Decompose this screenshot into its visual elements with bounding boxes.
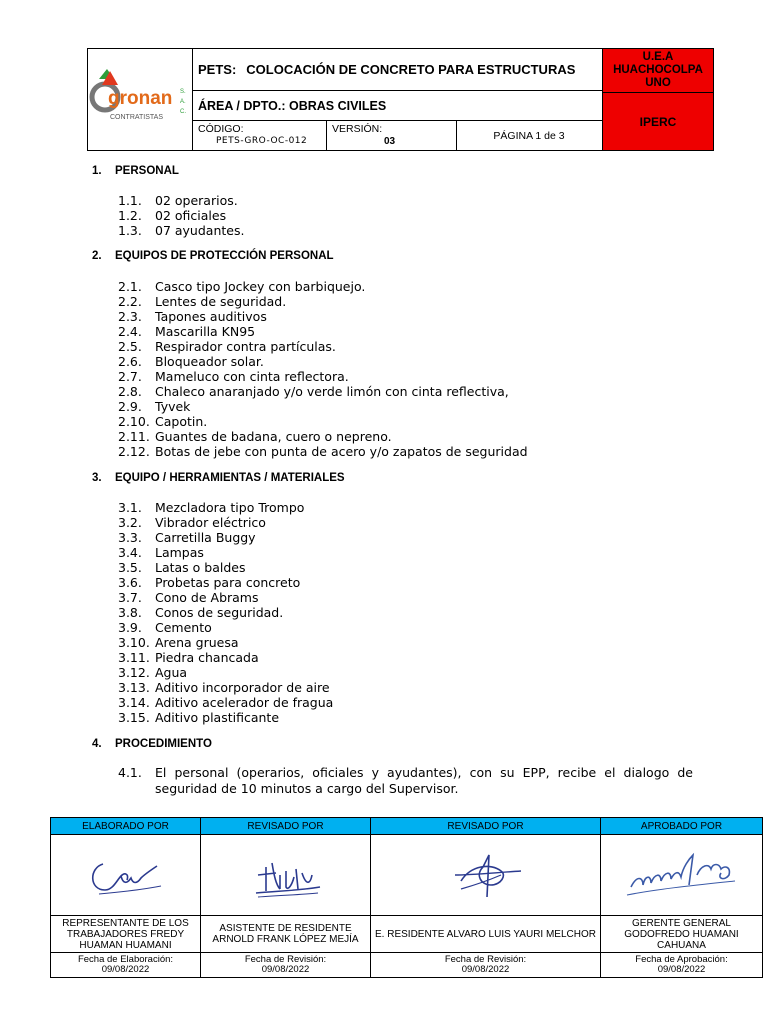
signature-cell-1 (51, 835, 201, 916)
signature-icon (236, 845, 336, 905)
section-heading (92, 250, 334, 262)
list-item (118, 208, 226, 223)
list-item (118, 399, 190, 414)
item-text: Conos de seguridad. (155, 605, 284, 620)
list-item (118, 530, 256, 545)
date-value: 09/08/2022 (657, 964, 706, 975)
section-heading (92, 472, 345, 484)
item-number: 3.6. (118, 575, 142, 590)
item-number: 2.9. (118, 399, 142, 414)
item-number: 3.8. (118, 605, 142, 620)
date-cell-4 (601, 953, 763, 978)
list-item (118, 414, 207, 429)
list-item (118, 279, 365, 294)
item-number: 2.7. (118, 369, 142, 384)
list-item (118, 560, 246, 575)
item-number: 3.11. (118, 650, 150, 665)
signature-cell-2 (201, 835, 371, 916)
item-number: 2.6. (118, 354, 142, 369)
area-row: ÁREA / DPTO.: OBRAS CIVILES (192, 91, 602, 121)
date-cell-3 (371, 953, 601, 978)
list-item (118, 650, 259, 665)
item-number: 3.14. (118, 695, 150, 710)
section-number: 3. (92, 472, 102, 484)
item-text: Carretilla Buggy (155, 530, 256, 545)
item-text: Bloqueador solar. (155, 354, 264, 369)
item-text: Lampas (155, 545, 204, 560)
codigo-cell (192, 121, 327, 150)
date-value: 09/08/2022 (461, 964, 510, 975)
item-text: Capotin. (155, 414, 208, 429)
list-item (118, 515, 266, 530)
section-number: 1. (92, 165, 102, 177)
approval-header-row (51, 818, 763, 835)
list-item (118, 444, 528, 459)
section-title: EQUIPOS DE PROTECCIÓN PERSONAL (115, 250, 334, 262)
item-text: Mameluco con cinta reflectora. (155, 369, 349, 384)
list-item (118, 324, 255, 339)
item-text: Latas o baldes (155, 560, 246, 575)
item-text: Lentes de seguridad. (155, 294, 287, 309)
list-item (118, 680, 330, 695)
item-text: Cemento (155, 620, 212, 635)
list-item (118, 695, 333, 710)
list-item (118, 575, 300, 590)
date-label: Fecha de Elaboración: (77, 954, 174, 965)
item-text: Mascarilla KN95 (155, 324, 256, 339)
list-item (118, 354, 264, 369)
names-row (51, 916, 763, 953)
list-item (118, 590, 259, 605)
list-item (118, 309, 267, 324)
page-number: PÁGINA 1 de 3 (493, 129, 565, 142)
iperc-cell: IPERC (602, 93, 713, 150)
name-aprobado: GERENTE GENERAL GODOFREDO HUAMANI CAHUANA (601, 916, 763, 953)
item-text: Respirador contra partículas. (155, 339, 336, 354)
logo-letter-s: S. (180, 89, 186, 95)
item-number: 3.9. (118, 620, 142, 635)
item-text: El personal (operarios, oficiales y ayudantes), con su EPP, recibe el dialogo de seguridad de 10 minutos a cargo del Supervisor. (155, 765, 693, 796)
name-revisado-2: E. RESIDENTE ALVARO LUIS YAURI MELCHOR (371, 916, 601, 953)
item-text: Tyvek (155, 399, 191, 414)
name-revisado-1: ASISTENTE DE RESIDENTE ARNOLD FRANK LÓPEZ MEJÍA (201, 916, 371, 953)
title-row (192, 49, 602, 91)
item-text: Aditivo acelerador de fragua (155, 695, 334, 710)
document-title: COLOCACIÓN DE CONCRETO PARA ESTRUCTURAS (246, 62, 576, 77)
section-title: PERSONAL (115, 165, 179, 177)
item-text: Aditivo incorporador de aire (155, 680, 330, 695)
item-number: 3.12. (118, 665, 150, 680)
list-item (118, 429, 392, 444)
list-item (118, 339, 336, 354)
role-revisado-1: REVISADO POR (201, 818, 371, 835)
logo-letter-c: C. (180, 109, 186, 115)
item-text: Tapones auditivos (155, 309, 267, 324)
item-number: 1.1. (118, 193, 142, 208)
section-heading (92, 738, 212, 750)
item-number: 3.1. (118, 500, 142, 515)
role-revisado-2: REVISADO POR (371, 818, 601, 835)
signature-row (51, 835, 763, 916)
list-item (118, 223, 244, 238)
item-text: Agua (155, 665, 188, 680)
list-item (118, 635, 239, 650)
signature-icon (617, 845, 747, 905)
item-number: 2.4. (118, 324, 142, 339)
signature-cell-3 (371, 835, 601, 916)
item-number: 3.13. (118, 680, 150, 695)
item-number: 4.1. (118, 765, 142, 780)
section-title: EQUIPO / HERRAMIENTAS / MATERIALES (115, 472, 345, 484)
role-aprobado: APROBADO POR (601, 818, 763, 835)
item-number: 2.12. (118, 444, 150, 459)
list-item (118, 545, 204, 560)
item-number: 2.1. (118, 279, 142, 294)
item-number: 3.5. (118, 560, 142, 575)
version-value: 03 (384, 136, 396, 147)
date-label: Fecha de Revisión: (244, 954, 327, 965)
signature-icon (81, 850, 171, 900)
pets-label: PETS: (198, 62, 237, 77)
list-item (118, 605, 283, 620)
version-cell (326, 121, 457, 150)
item-text: Arena gruesa (155, 635, 239, 650)
item-text: Botas de jebe con punta de acero y/o zapatos de seguridad (155, 444, 528, 459)
list-item (118, 193, 238, 208)
dates-row (51, 953, 763, 978)
item-number: 3.10. (118, 635, 150, 650)
item-text: Casco tipo Jockey con barbiquejo. (155, 279, 366, 294)
item-number: 1.3. (118, 223, 142, 238)
item-number: 1.2. (118, 208, 142, 223)
logo-letter-a: A. (180, 99, 186, 105)
codigo-label: CÓDIGO: (198, 123, 244, 135)
item-number: 2.11. (118, 429, 150, 444)
date-cell-2 (201, 953, 371, 978)
item-number: 2.8. (118, 384, 142, 399)
logo-brand-text: gronan (108, 88, 173, 109)
approval-table (50, 817, 763, 978)
item-number: 3.2. (118, 515, 142, 530)
date-label: Fecha de Aprobación: (635, 954, 728, 965)
item-text: 07 ayudantes. (155, 223, 245, 238)
item-number: 2.3. (118, 309, 142, 324)
role-elaborado: ELABORADO POR (51, 818, 201, 835)
section-title: PROCEDIMIENTO (115, 738, 212, 750)
item-number: 2.2. (118, 294, 142, 309)
document-header (87, 48, 714, 151)
item-text: Probetas para concreto (155, 575, 301, 590)
code-row (192, 121, 602, 150)
item-text: Aditivo plastificante (155, 710, 280, 725)
list-item (118, 620, 212, 635)
item-text: Cono de Abrams (155, 590, 259, 605)
item-number: 3.15. (118, 710, 150, 725)
list-item (118, 384, 509, 399)
version-label: VERSIÓN: (332, 123, 383, 135)
list-item (118, 665, 187, 680)
list-item (118, 710, 279, 725)
list-item (118, 500, 304, 515)
item-text: Vibrador eléctrico (155, 515, 266, 530)
item-number: 3.7. (118, 590, 142, 605)
list-item (118, 294, 286, 309)
item-text: Piedra chancada (155, 650, 259, 665)
item-text: Chaleco anaranjado y/o verde limón con cinta reflectiva, (155, 384, 509, 399)
company-logo (88, 49, 193, 150)
item-number: 2.5. (118, 339, 142, 354)
section-number: 4. (92, 738, 102, 750)
item-number: 3.3. (118, 530, 142, 545)
item-text: Mezcladora tipo Trompo (155, 500, 305, 515)
signature-cell-4 (601, 835, 763, 916)
gronan-logo-icon (88, 49, 192, 150)
item-number: 3.4. (118, 545, 142, 560)
signature-icon (431, 845, 541, 905)
name-elaborado: REPRESENTANTE DE LOS TRABAJADORES FREDY HUAMAN HUAMANI (51, 916, 201, 953)
list-item (118, 369, 349, 384)
date-cell-1 (51, 953, 201, 978)
section-number: 2. (92, 250, 102, 262)
item-text: Guantes de badana, cuero o nepreno. (155, 429, 392, 444)
unit-name-cell: U.E.A HUACHOCOLPA UNO (602, 49, 713, 93)
codigo-value: PETS-GRO-OC-012 (216, 136, 308, 146)
item-number: 2.10. (118, 414, 150, 429)
date-label: Fecha de Revisión: (444, 954, 527, 965)
item-text: 02 operarios. (155, 193, 238, 208)
logo-sub-text: CONTRATISTAS (110, 114, 164, 121)
item-text: 02 oficiales (155, 208, 227, 223)
date-value: 09/08/2022 (101, 964, 150, 975)
section-heading (92, 165, 179, 177)
date-value: 09/08/2022 (261, 964, 310, 975)
